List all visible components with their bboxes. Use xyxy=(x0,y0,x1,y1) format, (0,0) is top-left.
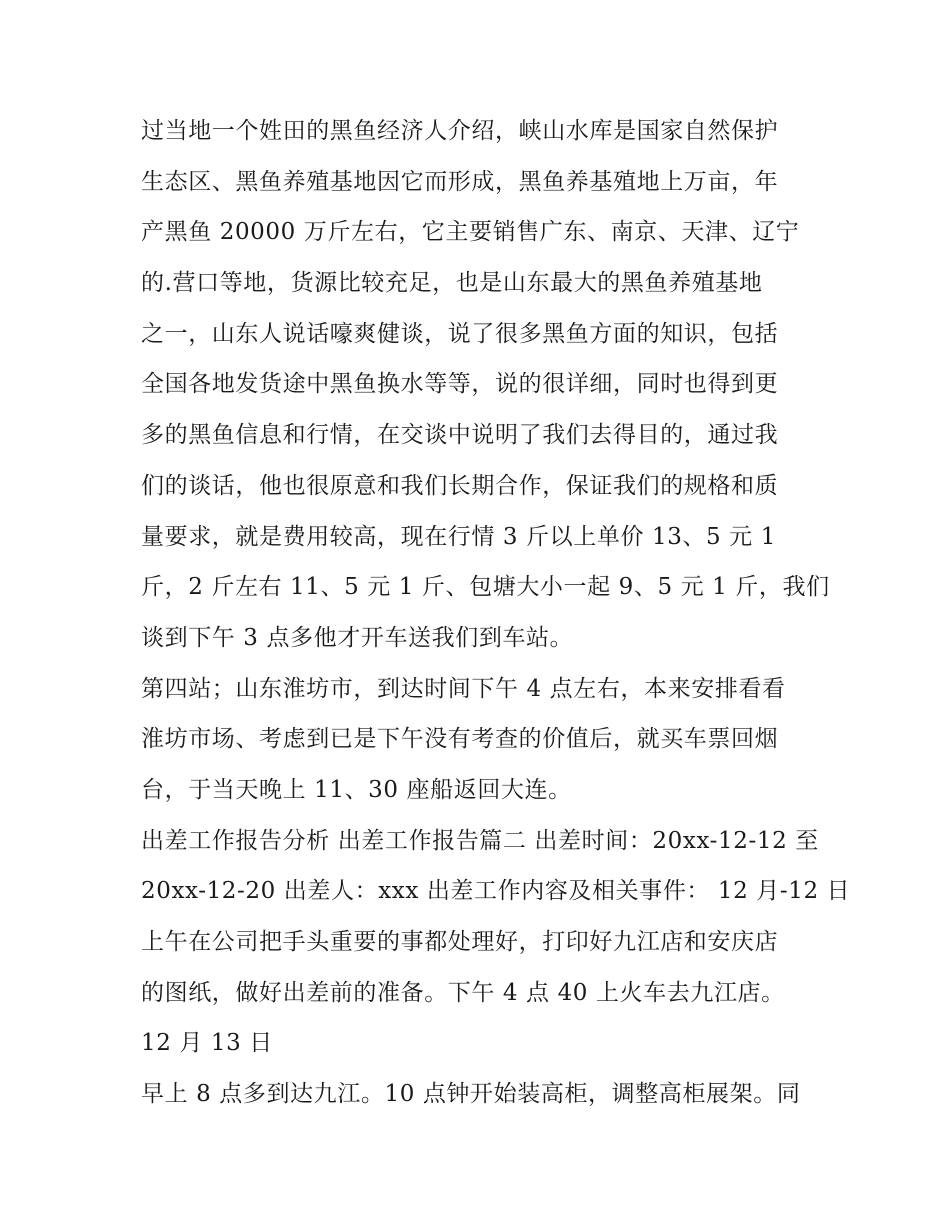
text-line: 过当地一个姓田的黑鱼经济人介绍，峡山水库是国家自然保护 xyxy=(141,118,779,144)
text-line: 量要求，就是费用较高，现在行情 3 斤以上单价 13、5 元 1 xyxy=(141,523,776,550)
text-line: 上午在公司把手头重要的事都处理好，打印好九江店和安庆店 xyxy=(141,929,779,955)
text-line: 谈到下午 3 点多他才开车送我们到车站。 xyxy=(141,624,574,651)
body-text xyxy=(141,106,851,1120)
text-line: 台，于当天晚上 11、30 座船返回大连。 xyxy=(141,776,572,803)
text-line: 出差工作报告分析 出差工作报告篇二 出差时间：20xx-12-12 至 xyxy=(141,827,819,854)
text-line: 20xx-12-20 出差人：xxx 出差工作内容及相关事件： 12 月-12 日 xyxy=(141,878,851,905)
text-line: 生态区、黑鱼养殖基地因它而形成，黑鱼养基殖地上万亩，年 xyxy=(141,168,779,195)
text-line: 早上 8 点多到达九江。10 点钟开始装高柜，调整高柜展架。同 xyxy=(141,1081,801,1108)
text-line: 产黑鱼 20000 万斤左右，它主要销售广东、南京、天津、辽宁 xyxy=(141,219,800,246)
text-line: 12 月 13 日 xyxy=(141,1030,273,1057)
text-line: 淮坊市场、考虑到已是下午没有考查的价值后，就买车票回烟 xyxy=(141,726,779,753)
text-line: 斤，2 斤左右 11、5 元 1 斤、包塘大小一起 9、5 元 1 斤，我们 xyxy=(141,574,830,601)
text-line: 的.营口等地，货源比较充足，也是山东最大的黑鱼养殖基地 xyxy=(141,270,763,297)
text-line: 之一，山东人说话嚎爽健谈，说了很多黑鱼方面的知识，包括 xyxy=(141,320,779,347)
text-line: 全国各地发货途中黑鱼换水等等，说的很详细，同时也得到更 xyxy=(141,371,779,398)
text-line: 们的谈话，他也很原意和我们长期合作，保证我们的规格和质 xyxy=(141,472,779,499)
text-line: 第四站；山东淮坊市，到达时间下午 4 点左右，本来安排看看 xyxy=(141,675,786,702)
text-line: 多的黑鱼信息和行情，在交谈中说明了我们去得目的，通过我 xyxy=(141,422,779,449)
text-line: 的图纸，做好出差前的准备。下午 4 点 40 上火车去九江店。 xyxy=(141,979,785,1006)
